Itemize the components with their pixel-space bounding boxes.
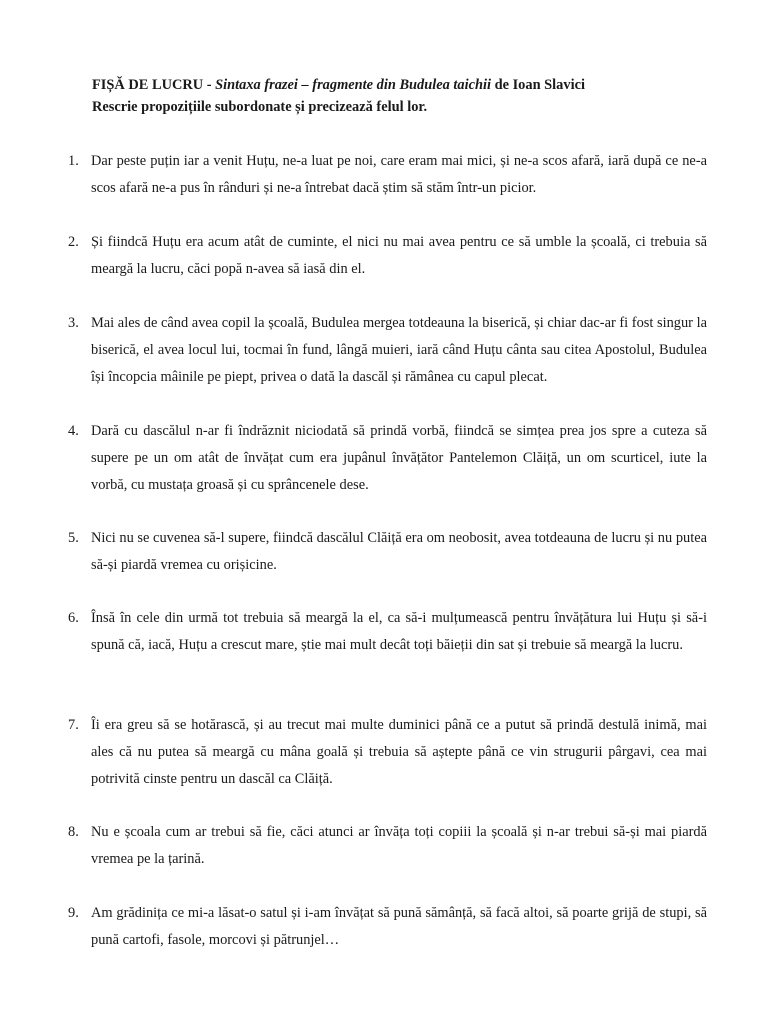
title-book: Budulea taichii <box>399 77 491 93</box>
item-text: Dară cu dascălul n-ar fi îndrăznit niciodată să prindă vorbă, fiindcă se simțea prea jos spre a cuteza să supere pe un om atât de învățat cum era jupânul învățător Pantelemon Clăiță, un om scurticel, iute la vorbă, cu mustața groasă și cu sprâncenele dese. <box>91 423 707 493</box>
item-text: Dar peste puțin iar a venit Huțu, ne-a luat pe noi, care eram mai mici, și ne-a scos afară, iară după ce ne-a scos afară ne-a pus în rânduri și ne-a întrebat dacă știm să stăm într-un picior. <box>91 153 707 196</box>
item-number: 1. <box>68 153 79 169</box>
item-number: 9. <box>68 905 79 921</box>
item-number: 8. <box>68 824 79 840</box>
item-number: 7. <box>68 717 79 733</box>
item-text: Nici nu se cuvenea să-l supere, fiindcă dascălul Clăiță era om neobosit, avea totdeauna de lucru și nu putea să-și piardă vremea cu orișicine. <box>91 530 707 573</box>
title-subject: Sintaxa frazei – fragmente din <box>215 77 400 93</box>
title-prefix: FIȘĂ DE LUCRU - <box>92 77 216 93</box>
worksheet-title <box>92 74 732 96</box>
item-text: Îi era greu să se hotărască, și au trecut mai multe duminici până ce a putut să prindă destulă inimă, mai ales că nu putea să meargă cu mâna goală și trebuia să aștepte până ce vin strugurii pârgavi, cea mai potrivită cinste pentru un dascăl ca Clăiță. <box>91 717 707 787</box>
item-text: Am grădinița ce mi-a lăsat-o satul și i-am învățat să pună sămânță, să facă altoi, să poarte grijă de stupi, să pună cartofi, fasole, morcovi și pătrunjel… <box>91 905 707 948</box>
item-number: 2. <box>68 234 79 250</box>
item-text: Însă în cele din urmă tot trebuia să meargă la el, ca să-i mulțumească pentru învățătura lui Huțu și să-i spună că, iacă, Huțu a crescut mare, știe mai mult decât toți băieții din sat și trebuie să meargă la lucru. <box>91 610 707 653</box>
item-text: Nu e școala cum ar trebui să fie, căci atunci ar învăța toți copiii la școală și n-ar trebui să-și mai piardă vremea pe la țarină. <box>91 824 707 867</box>
item-number: 5. <box>68 530 79 546</box>
item-number: 6. <box>68 610 79 626</box>
worksheet-instruction: Rescrie propozițiile subordonate și precizează felul lor. <box>92 99 428 115</box>
worksheet-header <box>92 74 732 118</box>
item-text: Mai ales de când avea copil la școală, Budulea mergea totdeauna la biserică, și chiar dac-ar fi fost singur la biserică, el avea locul lui, tocmai în fund, lângă muieri, iară când Huțu cânta sau citea Apostolul, Budulea își încopcia mâinile pe piept, privea o dată la dascăl și rămânea cu capul plecat. <box>91 315 707 385</box>
item-number: 3. <box>68 315 79 331</box>
title-author: de Ioan Slavici <box>491 77 585 93</box>
item-text: Și fiindcă Huțu era acum atât de cuminte, el nici nu mai avea pentru ce să umble la școală, ci trebuia să meargă la lucru, căci popă n-avea să iasă din el. <box>91 234 707 277</box>
item-number: 4. <box>68 423 79 439</box>
